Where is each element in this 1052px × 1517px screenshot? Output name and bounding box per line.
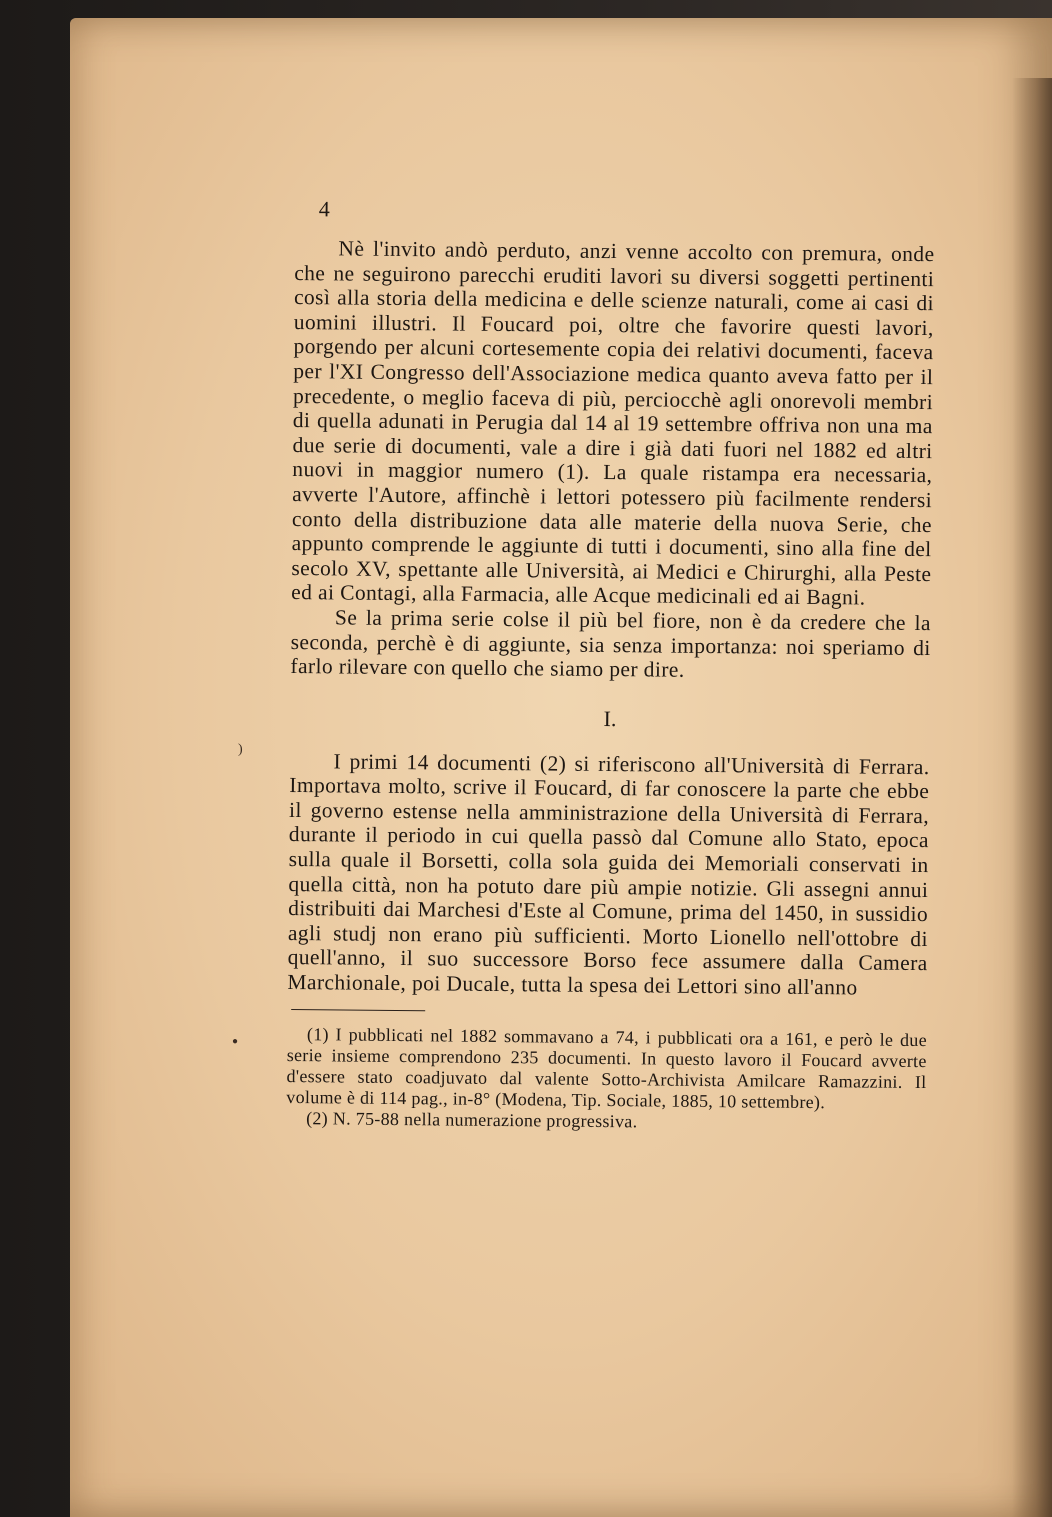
page-number: 4 <box>318 196 330 222</box>
section-heading: I. <box>603 705 617 731</box>
body-paragraph-2: Se la prima serie colse il più bel fiore, non è da credere che la seconda, perchè è di aggiunte, sia senza importanza: noi speriamo di farlo rilevare con quello che siamo per dire. <box>290 605 932 682</box>
footnote-1: (1) I pubblicati nel 1882 sommavano a 74, i pubblicati ora a 161, e però le due serie insieme comprendono 235 documenti. In questo lavoro il Foucard avverte d'essere stato coadjuvato dal valente Sotto-Archivista Amilcare Ramazzini. Il volume è di 114 pag., in-8° (Modena, Tip. Sociale, 1885, 10 settembre). <box>286 1023 928 1112</box>
footnote-2: (2) N. 75-88 nella numerazione progressiva. <box>306 1107 638 1131</box>
page-curl-shadow <box>1012 78 1052 1517</box>
margin-mark: ) <box>238 742 243 757</box>
margin-dot: ● <box>232 1036 239 1047</box>
section-paragraph: I primi 14 documenti (2) si riferiscono all'Università di Ferrara. Importava molto, scrive il Foucard, di far conoscere la parte che ebbe il governo estense nella amministrazione della Università di Ferrara, durante il periodo in cui quella passò dal Comune allo Stato, epoca sulla quale il Borsetti, colla sola guida dei Memoriali conservati in quella città, non ha potuto dare più ampie notizie. Gli assegni annui distribuiti dai Marchesi d'Este al Comune, prima del 1450, in sussidio agli studj non erano più sufficienti. Morto Lionello nell'ottobre di quell'anno, il suo successore Borso fece assumere dalla Camera Marchionale, poi Ducale, tutta la spesa dei Lettori sino all'anno <box>287 749 930 1000</box>
body-paragraph-1: Nè l'invito andò perduto, anzi venne accolto con premura, onde che ne seguirono parecchi eruditi lavori su diversi soggetti pertinenti così alla storia della medicina e delle scienze naturali, come ai casi di uomini illustri. Il Foucard poi, oltre che favorire questi lavori, porgendo per alcuni cortesemente copia dei relativi documenti, faceva per l'XI Congresso dell'Associazione medica quanto aveva fatto per il precedente, o meglio faceva di più, perciocchè agli onorevoli membri di quella adunati in Perugia dal 14 al 19 settembre offriva non una ma due serie di documenti, vale a dire i già dati fuori nel 1882 ed altri nuovi in maggior numero (1). La quale ristampa era necessaria, avverte l'Autore, affinchè i lettori potessero più facilmente rendersi conto della distribuzione data alle materie della nuova Serie, che appunto comprende le aggiunte di tutti i documenti, sino alla fine del secolo XV, spettante alle Università, ai Medici e Chirurghi, alla Peste ed ai Contagi, alla Farmacia, alle Acque medicinali ed ai Bagni. <box>291 236 935 610</box>
footnote-divider <box>291 1009 425 1011</box>
page-text-block <box>286 196 935 1135</box>
